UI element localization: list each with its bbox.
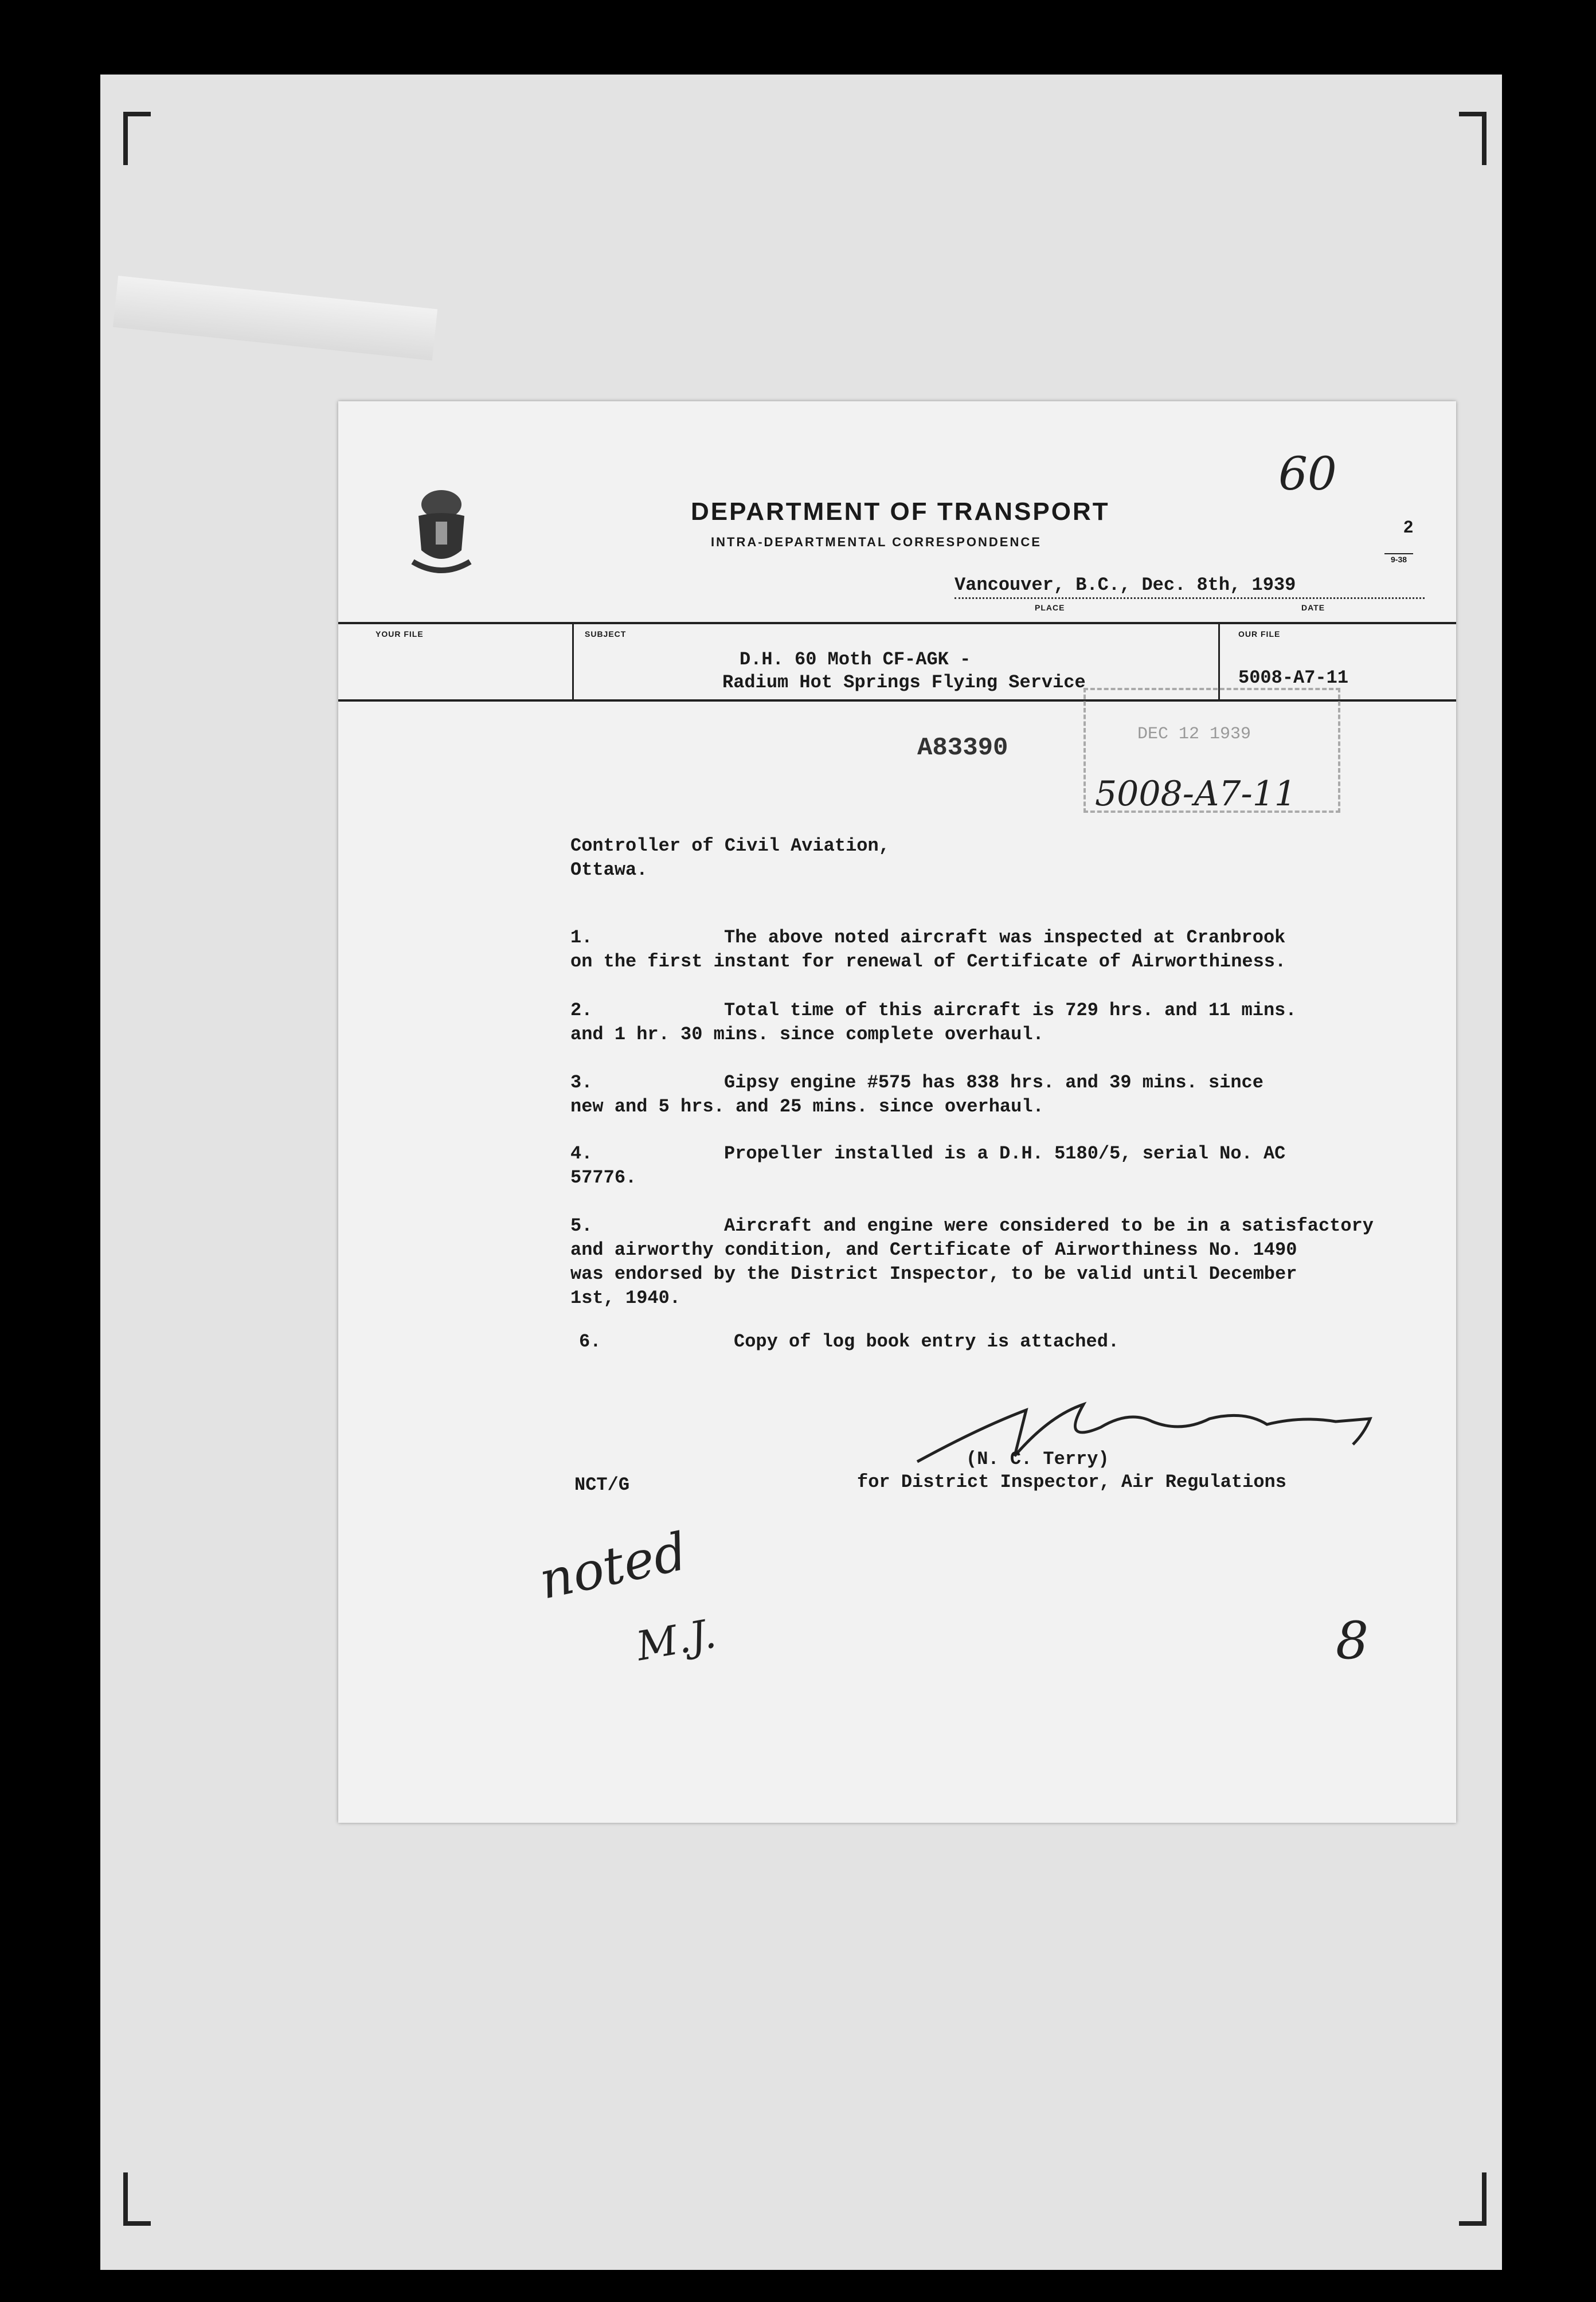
margin-mark: 8 bbox=[1336, 1611, 1369, 1671]
place-label: PLACE bbox=[1035, 603, 1065, 612]
paragraph-2-line-1: Total time of this aircraft is 729 hrs. and 11 mins. bbox=[724, 1000, 1297, 1021]
paragraph-5-line-4: 1st, 1940. bbox=[570, 1287, 681, 1309]
paragraph-2-line-2: and 1 hr. 30 mins. since complete overhaul. bbox=[570, 1024, 1044, 1045]
noted-annotation: noted bbox=[534, 1521, 693, 1611]
place-dotted-line bbox=[955, 597, 1425, 599]
paragraph-4-line-1: Propeller installed is a D.H. 5180/5, serial No. AC bbox=[724, 1143, 1286, 1164]
paragraph-3-line-2: new and 5 hrs. and 25 mins. since overhaul. bbox=[570, 1096, 1044, 1117]
crop-mark-top-left bbox=[123, 112, 151, 165]
form-revision: 9-38 bbox=[1384, 553, 1413, 563]
signer-name: (N. C. Terry) bbox=[966, 1448, 1109, 1470]
paragraph-2-number: 2. bbox=[570, 1000, 593, 1021]
paragraph-3-line-1: Gipsy engine #575 has 838 hrs. and 39 mins. since bbox=[724, 1072, 1264, 1093]
memo-sheet bbox=[338, 401, 1456, 1823]
our-file-label: OUR FILE bbox=[1238, 629, 1281, 639]
subject-line-2: Radium Hot Springs Flying Service bbox=[722, 672, 1086, 693]
form-number-value: 2 bbox=[1403, 518, 1414, 537]
coat-of-arms-crest-icon bbox=[404, 481, 479, 579]
department-title: DEPARTMENT OF TRANSPORT bbox=[691, 498, 1110, 526]
signer-title: for District Inspector, Air Regulations bbox=[857, 1471, 1286, 1493]
crop-mark-bottom-right bbox=[1459, 2172, 1487, 2226]
correspondence-subtitle: INTRA-DEPARTMENTAL CORRESPONDENCE bbox=[711, 535, 1042, 549]
table-divider-left bbox=[572, 622, 574, 700]
subject-line-1: D.H. 60 Moth CF-AGK - bbox=[740, 649, 971, 670]
paragraph-5-line-1: Aircraft and engine were considered to be in a satisfactory bbox=[724, 1215, 1374, 1236]
addressee-line-2: Ottawa. bbox=[570, 859, 648, 880]
paragraph-1-line-2: on the first instant for renewal of Certificate of Airworthiness. bbox=[570, 951, 1286, 972]
paragraph-5-line-2: and airworthy condition, and Certificate of Airworthiness No. 1490 bbox=[570, 1239, 1297, 1260]
received-number-stamp: A83390 bbox=[917, 734, 1008, 762]
paragraph-1-line-1: The above noted aircraft was inspected at Cranbrook bbox=[724, 927, 1286, 948]
received-date: DEC 12 1939 bbox=[1137, 725, 1251, 744]
paragraph-6-number: 6. bbox=[579, 1331, 601, 1352]
place-date: Vancouver, B.C., Dec. 8th, 1939 bbox=[955, 574, 1296, 596]
noted-initials: M.J. bbox=[632, 1610, 719, 1670]
subject-label: SUBJECT bbox=[585, 629, 627, 639]
typist-initials: NCT/G bbox=[574, 1474, 630, 1495]
page-mark: 60 bbox=[1278, 447, 1337, 500]
form-number bbox=[1384, 502, 1413, 598]
your-file-label: YOUR FILE bbox=[375, 629, 424, 639]
paragraph-3-number: 3. bbox=[570, 1072, 593, 1093]
paragraph-6-line-1: Copy of log book entry is attached. bbox=[734, 1331, 1120, 1352]
crop-mark-top-right bbox=[1459, 112, 1487, 165]
paragraph-5-line-3: was endorsed by the District Inspector, to be valid until December bbox=[570, 1263, 1297, 1285]
paragraph-4-number: 4. bbox=[570, 1143, 593, 1164]
our-file-number: 5008-A7-11 bbox=[1238, 667, 1349, 688]
paragraph-4-line-2: 57776. bbox=[570, 1167, 637, 1188]
paragraph-1-number: 1. bbox=[570, 927, 593, 948]
paragraph-5-number: 5. bbox=[570, 1215, 593, 1236]
table-top-rule bbox=[338, 622, 1456, 624]
crop-mark-bottom-left bbox=[123, 2172, 151, 2226]
addressee-line-1: Controller of Civil Aviation, bbox=[570, 835, 890, 856]
date-label: DATE bbox=[1301, 603, 1325, 612]
handwritten-file-number: 5008-A7-11 bbox=[1095, 774, 1297, 814]
